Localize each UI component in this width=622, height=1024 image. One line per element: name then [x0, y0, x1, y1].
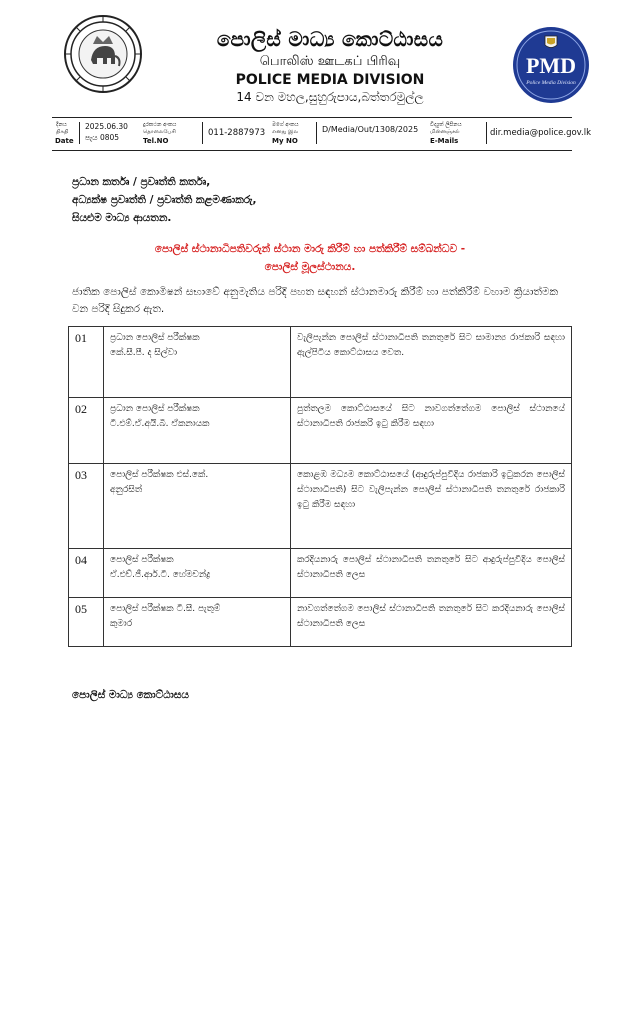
- officer-rank: පොලිස් පරීක්ෂක ටී.සී. පැතුම්: [110, 604, 221, 614]
- recipient-line: ප්‍රධාන කර්තෘ / ප්‍රවෘත්ති කර්තෘ,: [72, 176, 211, 188]
- my-no-label-ta: எனது இல: [272, 129, 299, 135]
- officer-cell: [104, 464, 291, 549]
- tel-label-ta: தொலைபேசி: [143, 129, 176, 135]
- police-crest-icon: [63, 14, 143, 94]
- order-number: 01: [69, 327, 104, 398]
- signoff: පොලිස් මාධ්‍ය කොට්ඨාසය: [72, 689, 189, 701]
- email-label-si: විද්‍යුත් ලිපිනය: [430, 122, 462, 128]
- officer-cell: [104, 549, 291, 598]
- title-tamil: பொலிஸ் ஊடகப் பிரிவு: [259, 54, 401, 69]
- pmd-logo-subtext: Police Media Division: [526, 80, 576, 86]
- transfer-orders-table: [68, 326, 572, 647]
- intro-paragraph: ජාතික පොලිස් කොමිෂන් සභාවේ අනුමැතිය පරිදි පහත සඳහන් ස්ථානමාරු කිරීම් හා පත්කිරීම් වහාම ක්‍රියාත්මක වන පරිදි සිදුකර ඇත.: [72, 286, 558, 315]
- info-divider: [486, 122, 487, 144]
- officer-rank: පොලිස් පරීක්ෂක: [110, 555, 174, 565]
- email-label-ta: மின்னஞ்சல்: [430, 129, 460, 135]
- recipient-line: සියළුම මාධ්‍ය ආයතන.: [72, 212, 172, 224]
- order-description: කරදියනාරු පොලිස් ස්ථානාධිපති තනතුරේ සිට ආදුරුප්පුවීදිය පොලිස් ස්ථානාධිපති ලෙස: [291, 549, 572, 598]
- table-row: [69, 549, 572, 598]
- order-description: වැලිපැන්න පොලිස් ස්ථානාධිපති තනතුරේ සිට සාමාන්‍ය රාජකාරි සඳහා ඇල්පිටිය කොට්ඨාසය වෙත.: [291, 327, 572, 398]
- office-address: 14 වන මහල,සුහුරුපාය,බත්තරමුල්ල: [236, 90, 424, 104]
- order-number: 05: [69, 598, 104, 647]
- officer-rank: ප්‍රධාන පොලිස් පරීක්ෂක: [110, 333, 200, 343]
- email-value: dir.media@police.gov.lk: [490, 128, 592, 138]
- tel-label-en: Tel.NO: [143, 137, 169, 145]
- officer-name: අනුරසිත්: [110, 485, 143, 495]
- order-description: නාවගත්තේගම පොලිස් ස්ථානාධිපති තනතුරේ සිට කරදියනාරු පොලිස් ස්ථානාධිපති ලෙස: [291, 598, 572, 647]
- recipient-line: අධ්‍යක්ෂ ප්‍රවෘත්ති / ප්‍රවෘත්ති කළමණාකරු,: [72, 194, 257, 206]
- officer-name: ටී.එම්.ඒ.අයි.බී. ඒකනායක: [110, 419, 210, 429]
- title-english: POLICE MEDIA DIVISION: [235, 72, 425, 88]
- date-label-en: Date: [55, 137, 74, 145]
- pmd-emblem-icon: [512, 26, 590, 104]
- date-value: 2025.06.30: [85, 122, 128, 131]
- officer-name: කේ.සී.පී. ද සිල්වා: [110, 348, 178, 358]
- officer-rank: ප්‍රධාන පොලිස් පරීක්ෂක: [110, 404, 200, 414]
- order-number: 03: [69, 464, 104, 549]
- tel-value: 011-2887973: [208, 128, 266, 138]
- info-divider: [79, 122, 80, 144]
- info-divider: [316, 122, 317, 144]
- date-label-ta: திகதி: [56, 129, 69, 135]
- subject-line-1: පොලිස් ස්ථානාධිපතිවරුන් ස්ථාන මාරු කිරීම් හා පත්කිරීම් සම්බන්ධව -: [154, 243, 466, 255]
- table-row: [69, 598, 572, 647]
- table-row: [69, 464, 572, 549]
- my-no-value: D/Media/Out/1308/2025: [322, 125, 419, 134]
- table-row: [69, 327, 572, 398]
- tel-label-si: දුරකථන අංකය: [143, 122, 177, 128]
- officer-cell: [104, 327, 291, 398]
- officer-name: ඒ.එච්.ජී.ආර්.ටී. හේමචන්ද්‍ර: [110, 570, 211, 580]
- my-no-label-en: My NO: [272, 137, 298, 145]
- my-no-label-si: මගේ අංකය: [272, 122, 299, 128]
- order-number: 02: [69, 398, 104, 464]
- officer-cell: [104, 398, 291, 464]
- table-row: [69, 398, 572, 464]
- pmd-logo-text: PMD: [525, 53, 577, 78]
- subject-line-2: පොලිස් මූලස්ථානය.: [264, 261, 356, 273]
- officer-rank: පොලිස් පරීක්ෂක එස්.කේ.: [110, 470, 209, 480]
- order-description: කොළඹ මධ්‍යම කොට්ඨාසයේ (ආදුරුප්පුවීදිය රාජකාරි ඉටුකරන පොලිස් ස්ථානාධිපති) සිට වැලිපැන්න පොලිස් ස්ථානාධිපති තනතුරේ රාජකාරි ඉටු කිරීම සඳහා: [291, 464, 572, 549]
- order-description: පුත්තලම කොට්ඨාසයේ සිට නාවගත්තේගම පොලිස් ස්ථානයේ ස්ථානාධිපති රාජකරි ඉටු කිරීම සඳහා: [291, 398, 572, 464]
- order-number: 04: [69, 549, 104, 598]
- info-divider: [202, 122, 203, 144]
- date-label-si: දිනය: [56, 122, 67, 128]
- officer-name: කුමාර: [110, 619, 133, 629]
- time-value: පැය 0805: [85, 133, 120, 142]
- email-label-en: E-Mails: [430, 137, 459, 145]
- title-sinhala: පොලිස් මාධ්‍ය කොට්ඨාසය: [216, 27, 444, 51]
- officer-cell: [104, 598, 291, 647]
